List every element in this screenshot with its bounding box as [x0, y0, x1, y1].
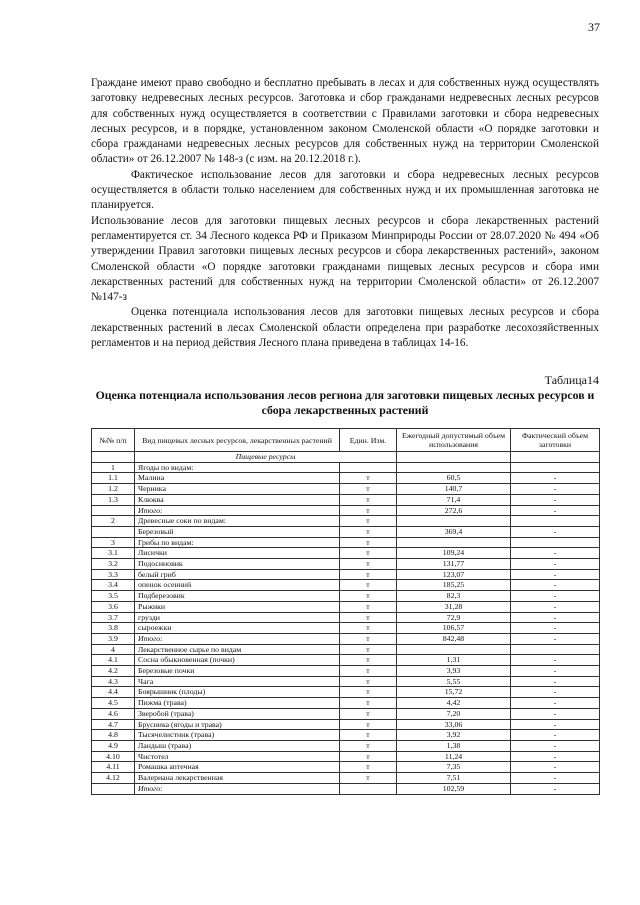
header-unit: Един. Изм.: [340, 429, 397, 452]
cell-resource-name: Тысячелистник (трава): [135, 730, 340, 741]
cell-volume: 71,4: [397, 494, 511, 505]
cell-resource-name: Грибы по видам:: [135, 537, 340, 548]
cell-number: 3.5: [92, 591, 135, 602]
table-row: [92, 687, 600, 698]
cell-fact: -: [511, 655, 600, 666]
table-title: Оценка потенциала использования лесов региона для заготовки пищевых лесных ресурсов и сбора лекарственных растений: [95, 388, 595, 417]
cell-fact: -: [511, 526, 600, 537]
table-label: Таблица14: [544, 373, 599, 387]
cell-fact: -: [511, 559, 600, 570]
cell-unit: т: [340, 751, 397, 762]
cell-number: 3.9: [92, 633, 135, 644]
table-row: [92, 473, 600, 484]
section-title: Пищевые ресурсы: [135, 452, 397, 463]
cell-fact: [511, 516, 600, 527]
cell-volume: 140,7: [397, 484, 511, 495]
table-row: [92, 569, 600, 580]
cell-resource-name: Брусника (ягоды и трава): [135, 719, 340, 730]
cell-volume: 842,48: [397, 633, 511, 644]
table-row: [92, 601, 600, 612]
cell-resource-name: Чага: [135, 676, 340, 687]
section-row: [92, 452, 600, 463]
cell-fact: -: [511, 676, 600, 687]
cell-unit: т: [340, 612, 397, 623]
table-row: [92, 740, 600, 751]
cell-volume: 109,24: [397, 548, 511, 559]
table-row: [92, 505, 600, 516]
cell-resource-name: Клюква: [135, 494, 340, 505]
cell-number: 3.4: [92, 580, 135, 591]
cell-volume: [397, 462, 511, 473]
header-allowed-volume: Ежегодный допустимый объем использования: [397, 429, 511, 452]
cell-volume: 102,59: [397, 783, 511, 794]
cell-unit: т: [340, 698, 397, 709]
cell-resource-name: сыроежки: [135, 623, 340, 634]
cell-number: 3.8: [92, 623, 135, 634]
table-row: [92, 676, 600, 687]
cell-fact: -: [511, 591, 600, 602]
cell-fact: -: [511, 484, 600, 495]
cell-unit: т: [340, 719, 397, 730]
cell-volume: 3,92: [397, 730, 511, 741]
table-row: [92, 516, 600, 527]
cell-number: [92, 505, 135, 516]
cell-unit: т: [340, 548, 397, 559]
cell-number: 4: [92, 644, 135, 655]
cell-resource-name: Подосиновик: [135, 559, 340, 570]
cell-fact: -: [511, 633, 600, 644]
cell-volume: 1,38: [397, 740, 511, 751]
table-row: [92, 548, 600, 559]
cell-fact: -: [511, 740, 600, 751]
section-spacer: [92, 452, 135, 463]
cell-volume: [397, 644, 511, 655]
cell-resource-name: Итого:: [135, 633, 340, 644]
cell-resource-name: Малина: [135, 473, 340, 484]
cell-unit: т: [340, 730, 397, 741]
cell-volume: 185,25: [397, 580, 511, 591]
cell-unit: т: [340, 773, 397, 784]
cell-volume: 7,51: [397, 773, 511, 784]
cell-number: 4.3: [92, 676, 135, 687]
cell-unit: т: [340, 569, 397, 580]
cell-number: 3.6: [92, 601, 135, 612]
cell-fact: -: [511, 601, 600, 612]
cell-fact: -: [511, 473, 600, 484]
table-row: [92, 633, 600, 644]
table-row: [92, 773, 600, 784]
cell-resource-name: Черника: [135, 484, 340, 495]
cell-volume: 1,31: [397, 655, 511, 666]
cell-unit: т: [340, 559, 397, 570]
table-row: [92, 526, 600, 537]
cell-fact: [511, 537, 600, 548]
cell-resource-name: Березовый: [135, 526, 340, 537]
cell-unit: т: [340, 516, 397, 527]
cell-fact: -: [511, 698, 600, 709]
cell-volume: 369,4: [397, 526, 511, 537]
cell-volume: 3,93: [397, 666, 511, 677]
cell-fact: [511, 644, 600, 655]
section-spacer: [511, 452, 600, 463]
cell-unit: т: [340, 494, 397, 505]
cell-resource-name: Рыжики: [135, 601, 340, 612]
cell-unit: т: [340, 644, 397, 655]
cell-resource-name: Лисички: [135, 548, 340, 559]
cell-resource-name: Итого:: [135, 783, 340, 794]
table-row: [92, 494, 600, 505]
cell-volume: 272,6: [397, 505, 511, 516]
cell-number: 4.2: [92, 666, 135, 677]
paragraph-1: Граждане имеют право свободно и бесплатно пребывать в лесах и для собственных нужд осуществлять заготовку недревесных лесных ресурсов. Заготовка и сбор гражданами недревесных лесных ресурсов для собственных нужд осуществляется в соответствии с Правилами заготовки и сбора недревесных лесных ресурсов, и в порядке, установленном законом Смоленской области «О порядке заготовки и сбора гражданами недревесных лесных ресурсов для собственных нужд на территории Смоленской области» от 26.12.2007 № 148-з (с изм. на 20.12.2018 г.).: [91, 77, 599, 166]
body-text: [91, 76, 599, 351]
cell-number: 4.8: [92, 730, 135, 741]
cell-resource-name: Ягоды по видам:: [135, 462, 340, 473]
cell-unit: т: [340, 655, 397, 666]
cell-fact: -: [511, 762, 600, 773]
cell-volume: 72,9: [397, 612, 511, 623]
cell-number: 3.7: [92, 612, 135, 623]
cell-unit: т: [340, 623, 397, 634]
cell-volume: 15,72: [397, 687, 511, 698]
cell-unit: т: [340, 740, 397, 751]
cell-resource-name: опенок осенний: [135, 580, 340, 591]
cell-number: 4.10: [92, 751, 135, 762]
header-resource-type: Вид пищевых лесных ресурсов, лекарственных растений: [135, 429, 340, 452]
cell-fact: -: [511, 580, 600, 591]
cell-unit: т: [340, 591, 397, 602]
cell-unit: [340, 462, 397, 473]
header-actual-volume: Фактический объем заготовки: [511, 429, 600, 452]
paragraph-3: Использование лесов для заготовки пищевых лесных ресурсов и сбора лекарственных растений регламентируется ст. 34 Лесного кодекса РФ и Приказом Минприроды России от 28.07.2020 № 494 «Об утверждении Правил заготовки пищевых лесных ресурсов и сбора лекарственных растений», законом Смоленской области «О порядке заготовки гражданами пищевых лесных ресурсов и сбора ими лекарственных растений для собственных нужд на территории Смоленской области» от 26.12.2007 №147-з: [91, 214, 599, 304]
cell-fact: -: [511, 730, 600, 741]
table-row: [92, 762, 600, 773]
cell-number: 1.3: [92, 494, 135, 505]
cell-resource-name: Боярышник (плоды): [135, 687, 340, 698]
table-row: [92, 644, 600, 655]
cell-resource-name: белый гриб: [135, 569, 340, 580]
cell-resource-name: Подберезовик: [135, 591, 340, 602]
cell-fact: -: [511, 773, 600, 784]
table-row: [92, 462, 600, 473]
cell-volume: 4,42: [397, 698, 511, 709]
cell-volume: 7,35: [397, 762, 511, 773]
table-row: [92, 580, 600, 591]
cell-resource-name: Березовые почки: [135, 666, 340, 677]
header-number: №№ п/п: [92, 429, 135, 452]
cell-unit: [340, 783, 397, 794]
cell-resource-name: Сосна обыкновенная (почки): [135, 655, 340, 666]
table-row: [92, 537, 600, 548]
cell-number: 3: [92, 537, 135, 548]
section-spacer: [397, 452, 511, 463]
cell-fact: -: [511, 708, 600, 719]
cell-resource-name: Древесные соки по видам:: [135, 516, 340, 527]
cell-resource-name: Ромашка аптечная: [135, 762, 340, 773]
cell-number: [92, 526, 135, 537]
cell-fact: -: [511, 623, 600, 634]
cell-resource-name: грузди: [135, 612, 340, 623]
cell-number: 4.11: [92, 762, 135, 773]
cell-resource-name: Итого:: [135, 505, 340, 516]
table-row: [92, 730, 600, 741]
cell-unit: т: [340, 762, 397, 773]
table-row: [92, 666, 600, 677]
cell-volume: 7,20: [397, 708, 511, 719]
cell-unit: т: [340, 484, 397, 495]
cell-number: 3.3: [92, 569, 135, 580]
cell-fact: -: [511, 666, 600, 677]
table-row: [92, 484, 600, 495]
cell-unit: т: [340, 708, 397, 719]
cell-unit: т: [340, 633, 397, 644]
cell-unit: т: [340, 580, 397, 591]
table-row: [92, 612, 600, 623]
cell-number: 1: [92, 462, 135, 473]
cell-unit: т: [340, 473, 397, 484]
cell-resource-name: Пижма (трава): [135, 698, 340, 709]
cell-volume: 131,77: [397, 559, 511, 570]
cell-number: [92, 783, 135, 794]
cell-resource-name: Ландыш (трава): [135, 740, 340, 751]
cell-volume: [397, 516, 511, 527]
cell-number: 4.4: [92, 687, 135, 698]
cell-fact: -: [511, 548, 600, 559]
cell-fact: -: [511, 719, 600, 730]
cell-volume: 123,07: [397, 569, 511, 580]
cell-fact: -: [511, 751, 600, 762]
table-row: [92, 719, 600, 730]
cell-unit: т: [340, 526, 397, 537]
table-row: [92, 708, 600, 719]
cell-fact: -: [511, 494, 600, 505]
cell-number: 1.2: [92, 484, 135, 495]
cell-number: 2: [92, 516, 135, 527]
paragraph-4: Оценка потенциала использования лесов для заготовки пищевых лесных ресурсов и сбора лекарственных растений в лесах Смоленской области определена при разработке лесохозяйственных регламентов и на период действия Лесного плана приведена в таблицах 14-16.: [91, 306, 599, 350]
cell-fact: -: [511, 569, 600, 580]
cell-number: 3.2: [92, 559, 135, 570]
table-row: [92, 783, 600, 794]
table-row: [92, 623, 600, 634]
cell-volume: 106,57: [397, 623, 511, 634]
table-row: [92, 655, 600, 666]
cell-fact: -: [511, 783, 600, 794]
cell-volume: 60,5: [397, 473, 511, 484]
cell-unit: т: [340, 666, 397, 677]
cell-number: 4.7: [92, 719, 135, 730]
cell-fact: -: [511, 687, 600, 698]
cell-number: 4.9: [92, 740, 135, 751]
cell-number: 4.6: [92, 708, 135, 719]
cell-unit: т: [340, 601, 397, 612]
cell-fact: -: [511, 612, 600, 623]
cell-fact: [511, 462, 600, 473]
cell-unit: т: [340, 676, 397, 687]
cell-volume: 33,06: [397, 719, 511, 730]
cell-unit: т: [340, 687, 397, 698]
cell-resource-name: Лекарственное сырье по видам: [135, 644, 340, 655]
table-row: [92, 698, 600, 709]
cell-number: 4.5: [92, 698, 135, 709]
table-row: [92, 751, 600, 762]
cell-volume: 82,3: [397, 591, 511, 602]
cell-resource-name: Чистотел: [135, 751, 340, 762]
cell-volume: 11,24: [397, 751, 511, 762]
table-header-row: [92, 429, 600, 452]
cell-number: 4.1: [92, 655, 135, 666]
cell-fact: -: [511, 505, 600, 516]
cell-unit: т: [340, 537, 397, 548]
page-number: 37: [588, 20, 600, 34]
cell-number: 3.1: [92, 548, 135, 559]
paragraph-2: Фактическое использование лесов для заготовки и сбора недревесных лесных ресурсов осуществляется в области только населением для собственных нужд и их промышленная заготовка не планируется.: [91, 168, 599, 212]
cell-volume: 31,28: [397, 601, 511, 612]
resources-table: [91, 428, 600, 795]
table-body: [92, 452, 600, 795]
cell-resource-name: Зверобой (трава): [135, 708, 340, 719]
cell-volume: [397, 537, 511, 548]
cell-volume: 5,55: [397, 676, 511, 687]
cell-resource-name: Валериана лекарственная: [135, 773, 340, 784]
table-row: [92, 591, 600, 602]
cell-number: 1.1: [92, 473, 135, 484]
cell-unit: т: [340, 505, 397, 516]
cell-number: 4.12: [92, 773, 135, 784]
table-row: [92, 559, 600, 570]
